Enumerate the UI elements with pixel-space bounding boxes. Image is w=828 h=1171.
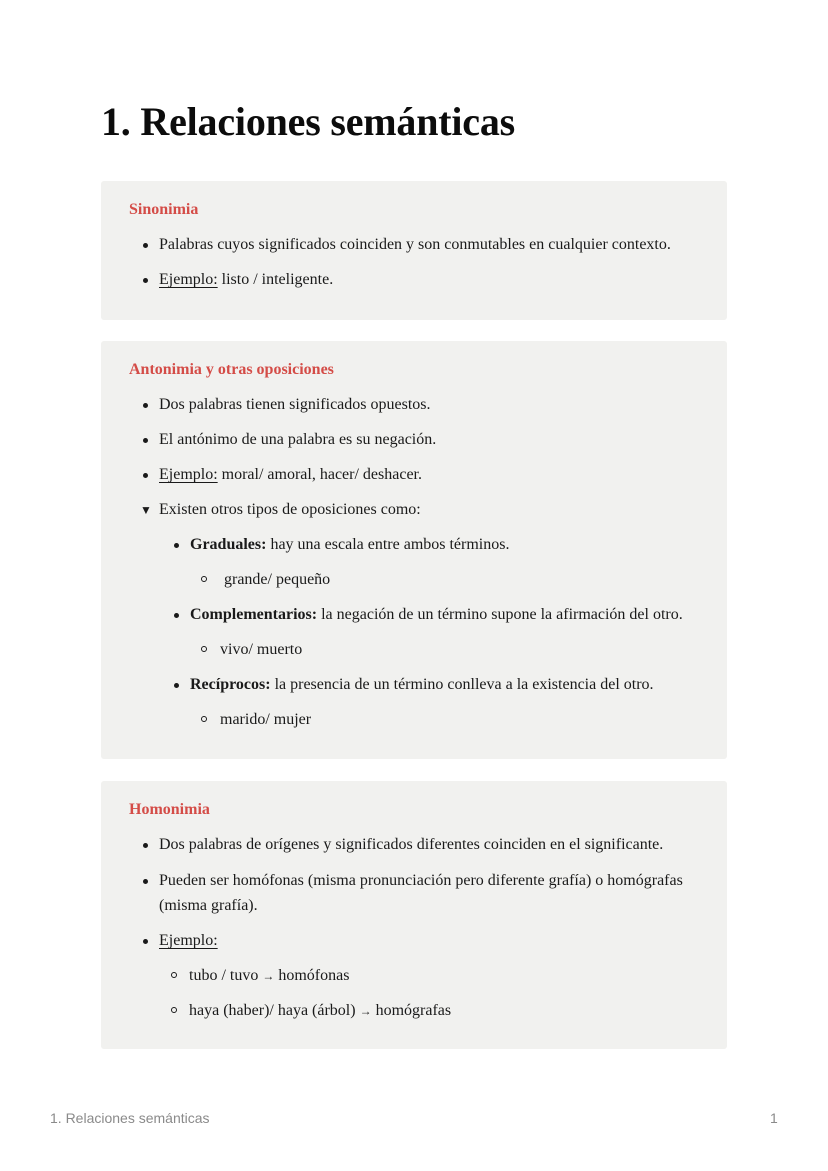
list-item: Complementarios: la negación de un término supone la afirmación del otro.	[190, 606, 683, 623]
bullet-icon	[143, 939, 148, 944]
example-label: Ejemplo:	[159, 932, 218, 949]
callout-antonimia	[101, 341, 727, 759]
callout-sinonimia	[101, 181, 727, 320]
bullet-icon	[174, 613, 179, 618]
circle-bullet-icon	[171, 1007, 177, 1013]
page-title: 1. Relaciones semánticas	[101, 99, 516, 144]
bullet-icon	[143, 278, 148, 283]
section-title: Sinonimia	[129, 201, 199, 218]
circle-bullet-icon	[171, 972, 177, 978]
list-item: vivo/ muerto	[220, 641, 303, 658]
list-item: tubo / tuvo → homófonas	[189, 967, 350, 984]
section-title: Antonimia y otras oposiciones	[129, 361, 334, 378]
bullet-icon	[174, 543, 179, 548]
section-title: Homonimia	[129, 801, 210, 818]
list-item: El antónimo de una palabra es su negación.	[159, 431, 437, 448]
bullet-icon	[174, 683, 179, 688]
list-item: Pueden ser homófonas (misma pronunciación pero diferente grafía) o homógrafas	[159, 872, 683, 889]
term-label: Graduales:	[190, 536, 267, 553]
footer-title: 1. Relaciones semánticas	[50, 1110, 210, 1126]
list-item: marido/ mujer	[220, 711, 312, 728]
list-item: Graduales: hay una escala entre ambos términos.	[190, 536, 510, 553]
arrow-right-icon: →	[359, 1004, 372, 1018]
page-number: 1	[770, 1110, 778, 1126]
toggle-heading[interactable]: Existen otros tipos de oposiciones como:	[159, 501, 421, 518]
list-item: grande/ pequeño	[224, 571, 331, 588]
circle-bullet-icon	[201, 576, 207, 582]
list-item: Ejemplo: listo / inteligente.	[159, 271, 334, 288]
bullet-icon	[143, 879, 148, 884]
list-item: haya (haber)/ haya (árbol) → homógrafas	[189, 1002, 452, 1019]
callout-homonimia	[101, 781, 727, 1049]
bullet-icon	[143, 843, 148, 848]
term-label: Recíprocos:	[190, 676, 271, 693]
example-label: Ejemplo:	[159, 466, 218, 483]
bullet-icon	[143, 403, 148, 408]
circle-bullet-icon	[201, 716, 207, 722]
circle-bullet-icon	[201, 646, 207, 652]
example-label: Ejemplo:	[159, 271, 218, 288]
list-item: Palabras cuyos significados coinciden y son conmutables en cualquier contexto.	[159, 236, 671, 253]
bullet-icon	[143, 243, 148, 248]
term-label: Complementarios:	[190, 606, 318, 623]
list-item	[159, 929, 218, 953]
bullet-icon	[143, 438, 148, 443]
list-item: Dos palabras tienen significados opuestos.	[159, 396, 431, 413]
bullet-icon	[143, 473, 148, 478]
list-item: Ejemplo: moral/ amoral, hacer/ deshacer.	[159, 466, 422, 483]
list-item: Recíprocos: la presencia de un término conlleva a la existencia del otro.	[190, 676, 654, 693]
list-item: Dos palabras de orígenes y significados diferentes coinciden en el significante.	[159, 836, 664, 853]
arrow-right-icon: →	[262, 969, 275, 983]
triangle-down-icon[interactable]: ▼	[140, 503, 152, 517]
list-item-continuation: (misma grafía).	[159, 897, 258, 914]
